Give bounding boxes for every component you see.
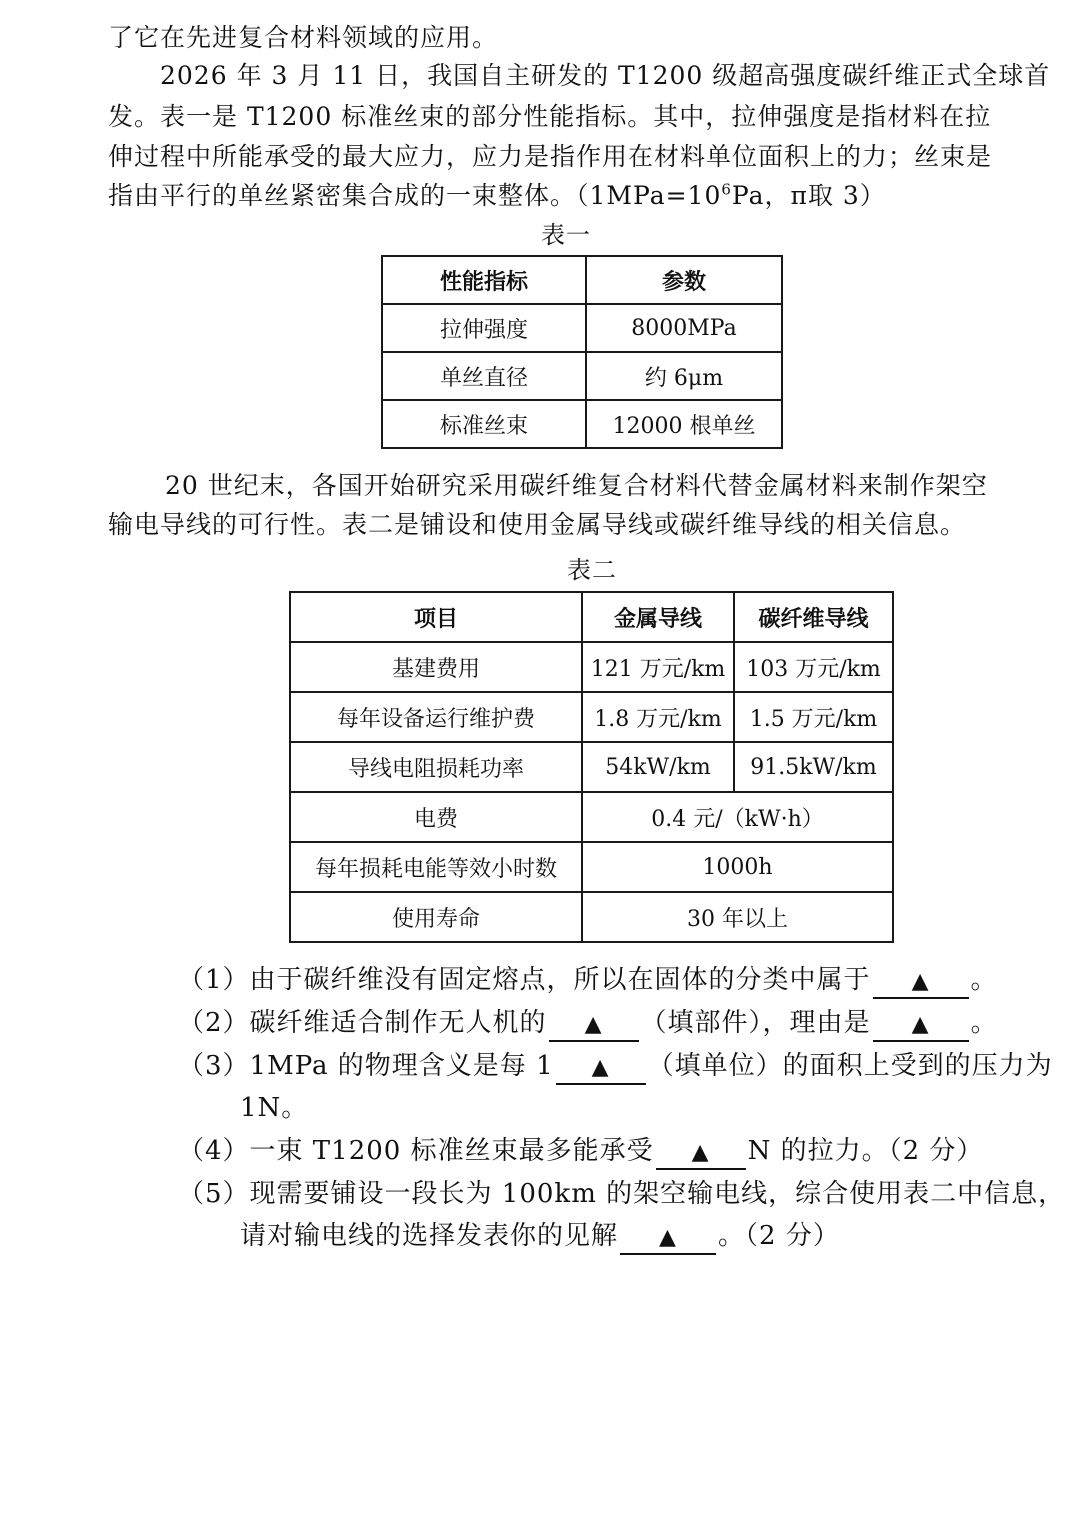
question-1	[178, 960, 998, 1000]
table-row	[290, 842, 893, 892]
intro-line-5-b: Pa，π取 3）	[731, 181, 886, 210]
table1-cell: 单丝直径	[382, 352, 586, 400]
q1-text: （1）由于碳纤维没有固定熔点，所以在固体的分类中属于	[178, 965, 871, 995]
table-row	[382, 400, 782, 448]
question-3-continued: 1N。	[240, 1093, 309, 1123]
question-5-line-2	[240, 1216, 840, 1256]
table2-cell: 每年设备运行维护费	[290, 692, 582, 742]
intro-line-5	[108, 176, 886, 216]
q3-text: （3）1MPa 的物理含义是每 1	[178, 1051, 554, 1081]
q2-text: （2）碳纤维适合制作无人机的	[178, 1008, 547, 1038]
table2-cell: 使用寿命	[290, 892, 582, 942]
question-4	[178, 1131, 983, 1171]
triangle-icon: ▲	[584, 1012, 603, 1037]
table-row	[290, 792, 893, 842]
table2-caption: 表二	[567, 556, 617, 584]
table1-cell: 约 6μm	[586, 352, 782, 400]
q2-tail: 。	[970, 1008, 998, 1038]
table1	[381, 255, 783, 449]
table2-merged-cell: 0.4 元/（kW·h）	[582, 792, 893, 842]
question-5: （5）现需要铺设一段长为 100km 的架空输电线，综合使用表二中信息，	[178, 1179, 1066, 1209]
table2-cell: 每年损耗电能等效小时数	[290, 842, 582, 892]
q3-tail: （填单位）的面积上受到的压力为	[647, 1051, 1053, 1081]
table-row	[382, 304, 782, 352]
triangle-icon: ▲	[691, 1140, 710, 1165]
table2-cell: 基建费用	[290, 642, 582, 692]
para2-line-2: 输电导线的可行性。表二是铺设和使用金属导线或碳纤维导线的相关信息。	[108, 510, 967, 539]
table2-merged-cell: 30 年以上	[582, 892, 893, 942]
question-3	[178, 1046, 1053, 1086]
intro-line-3: 发。表一是 T1200 标准丝束的部分性能指标。其中，拉伸强度是指材料在拉	[108, 102, 992, 131]
table1-header-cell: 性能指标	[382, 256, 586, 304]
triangle-icon: ▲	[659, 1225, 677, 1250]
triangle-icon: ▲	[591, 1055, 610, 1080]
q2-middle: （填部件），理由是	[640, 1008, 871, 1038]
table2-cell: 54kW/km	[582, 742, 734, 792]
table-row	[382, 352, 782, 400]
intro-line-1: 了它在先进复合材料领域的应用。	[108, 23, 499, 52]
q4-tail: N 的拉力。（2 分）	[747, 1136, 984, 1166]
question-2	[178, 1003, 998, 1043]
table-row	[290, 892, 893, 942]
table1-header-cell: 参数	[586, 256, 782, 304]
q3-unit-blank[interactable]	[556, 1051, 646, 1085]
q4-answer-blank[interactable]	[656, 1136, 746, 1170]
table2-cell: 电费	[290, 792, 582, 842]
table1-header-row	[382, 256, 782, 304]
table2-cell: 导线电阻损耗功率	[290, 742, 582, 792]
table2-cell: 1.5 万元/km	[734, 692, 893, 742]
table1-cell: 8000MPa	[586, 304, 782, 352]
table2-header-cell: 项目	[290, 592, 582, 642]
table1-cell: 12000 根单丝	[586, 400, 782, 448]
q2-reason-blank[interactable]	[873, 1008, 969, 1042]
q1-tail: 。	[970, 965, 998, 995]
intro-line-2: 2026 年 3 月 11 日，我国自主研发的 T1200 级超高强度碳纤维正式全球首	[160, 61, 1051, 90]
table2-cell: 103 万元/km	[734, 642, 893, 692]
table-row	[290, 692, 893, 742]
table1-cell: 拉伸强度	[382, 304, 586, 352]
table2-header-cell: 碳纤维导线	[734, 592, 893, 642]
para2-line-1: 20 世纪末，各国开始研究采用碳纤维复合材料代替金属材料来制作架空	[165, 471, 988, 500]
q5-answer-blank[interactable]	[620, 1221, 716, 1255]
table2	[289, 591, 894, 943]
intro-line-5-a: 指由平行的单丝紧密集合成的一束整体。（1MPa=10	[108, 181, 722, 210]
q4-text: （4）一束 T1200 标准丝束最多能承受	[178, 1136, 654, 1166]
q5-tail: 。（2 分）	[718, 1221, 840, 1251]
q2-part-blank[interactable]	[549, 1008, 639, 1042]
q5-text: 请对输电线的选择发表你的见解	[240, 1221, 619, 1251]
table2-cell: 121 万元/km	[582, 642, 734, 692]
table-row	[290, 642, 893, 692]
table-row	[290, 742, 893, 792]
table2-cell: 91.5kW/km	[734, 742, 893, 792]
table2-merged-cell: 1000h	[582, 842, 893, 892]
triangle-icon: ▲	[911, 969, 930, 994]
table2-cell: 1.8 万元/km	[582, 692, 734, 742]
intro-line-4: 伸过程中所能承受的最大应力，应力是指作用在材料单位面积上的力；丝束是	[108, 142, 993, 171]
q1-answer-blank[interactable]	[873, 965, 969, 999]
table2-header-row	[290, 592, 893, 642]
table2-header-cell: 金属导线	[582, 592, 734, 642]
triangle-icon: ▲	[911, 1012, 930, 1037]
table1-cell: 标准丝束	[382, 400, 586, 448]
intro-line-5-sup: 6	[721, 180, 732, 199]
table1-caption: 表一	[541, 221, 591, 249]
